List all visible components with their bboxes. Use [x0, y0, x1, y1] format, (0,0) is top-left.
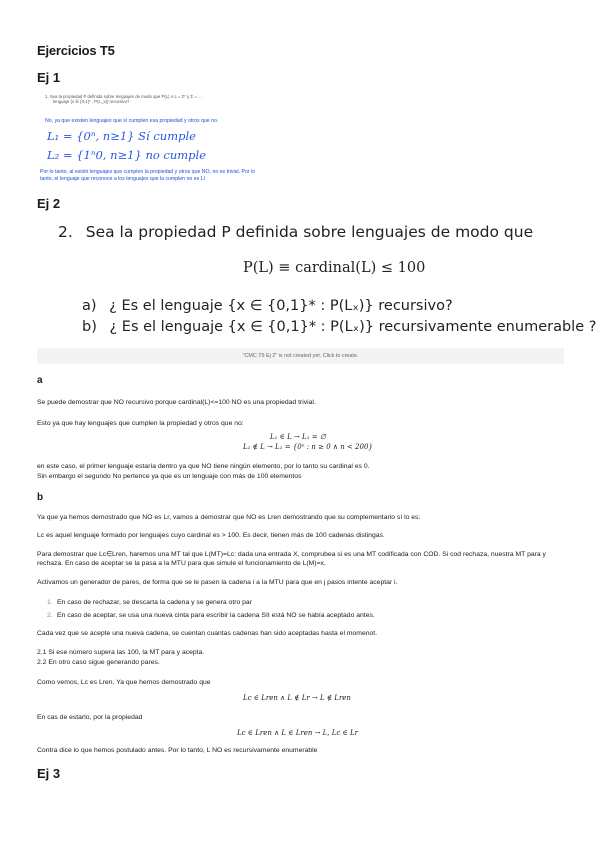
ej2-b-math1: Lc ∈ Lren ∧ L ∉ Lr → L ∉ Lren — [243, 694, 351, 702]
ej2-b-paragraph7: 2.2 En otro caso sigue generando pares. — [37, 659, 160, 666]
ej2-b-heading: b — [37, 492, 44, 503]
ej2-a-paragraph3: en este caso, el primer lenguaje estaría dentro ya que NO tiene ningún elemento, por lo tanto su cardinal es 0. — [37, 463, 370, 470]
ej2-question-a: a) ¿ Es el lenguaje {x ∈ {0,1}* : P(Lₓ)} recursivo? — [82, 298, 453, 314]
ej2-b-list-item2: 2. En caso de aceptar, se usa una nueva cinta para escribir la cadena SII está NO se había aceptado antes. — [47, 612, 375, 619]
ej2-a-paragraph1: Se puede demostrar que NO recursivo porque cardinal(L)<=100 NO es una propiedad trivial. — [37, 399, 316, 406]
ej1-handwritten-line1: L₁ = {0ⁿ, n≥1} Sí cumple — [47, 129, 196, 143]
ej2-b-math2: Lc ∈ Lren ∧ L ∈ Lren → L, Lc ∈ Lr — [237, 729, 358, 737]
ej2-b-paragraph4: Activamos un generador de pares, de forma que se le pasen la cadena i a la MTU para que en j pasos intente aceptar i. — [37, 579, 398, 586]
ej2-b-list-item1: 1. En caso de rechazar, se descarta la cadena y se genera otro par — [47, 599, 252, 606]
ej2-question-b: b) ¿ Es el lenguaje {x ∈ {0,1}* : P(Lₓ)} recursivamente enumerable ? — [82, 319, 597, 335]
embed-placeholder-link[interactable]: "CMC T5 Ej 2" is not created yet. Click to create. — [37, 348, 564, 364]
ej2-b-paragraph8: Como vemos, Lc es Lren. Ya que hemos demostrado que — [37, 679, 211, 686]
ej2-b-paragraph9: En cas de estarlo, por la propiedad — [37, 714, 143, 721]
ej2-b-paragraph1: Ya que ya hemos demostrado que NO es Lr, vamos a demostrar que NO es Lren demostrando que su complementario sí lo es: — [37, 514, 421, 521]
ej2-statement — [58, 223, 533, 241]
ej1-scanned-statement: 1. Sea la propiedad P definida sobre lenguajes de modo que P(L) ≡ L = Σ* y Σ = ... lenguaje {x ∈ {0,1}* : P(L_x)} recursivo? — [45, 94, 202, 104]
ej2-statement-text: Sea la propiedad P definida sobre lenguajes de modo que — [85, 223, 534, 241]
ej2-b-paragraph10: Contra dice lo que hemos postulado antes. Por lo tanto, L NO es recursivamente enumerable — [37, 747, 318, 754]
ej2-a-paragraph2: Esto ya que hay lenguajes que cumplen la propiedad y otros que no: — [37, 420, 244, 427]
ej2-a-math2: L₂ ∉ L → L₁ = {0ⁿ : n ≥ 0 ∧ n < 200} — [243, 443, 373, 451]
ej2-formula: P(L) ≡ cardinal(L) ≤ 100 — [243, 260, 426, 276]
ej1-conclusion: Por lo tanto, al existir lenguajes que cumplen la propiedad y otros que NO, no es trivial. Por lo tanto, el lenguaje que reconoce a los lenguajes que la cumplen no es LI — [40, 169, 256, 182]
page-title: Ejercicios T5 — [37, 43, 115, 58]
ej2-b-paragraph5: Cada vez que se acepte una nueva cadena, se cuentan cuantas cadenas han sido aceptadas hasta el momenot. — [37, 630, 378, 637]
ej2-b-paragraph3: Para demostrar que Lc∈Lren, haremos una MT tal que L(MT)=Lc: dada una entrada X, comprubea si es una MT codificada con COD. Si cod rechaza, nuestra MT para y rechaza. En caso de aceptar se la pasa a la MTU para que simule el funcionamiento de L(M)=x. — [37, 551, 546, 567]
ej2-b-paragraph6: 2.1 Si ese número supera las 100, la MT para y acepta. — [37, 649, 205, 656]
ej2-b-paragraph2: Lc es aquel lenguaje formado por lenguajes cuyo cardinal es > 100. Es decir, tienen más de 100 cadenas distingas. — [37, 532, 385, 539]
ej2-a-math1: L₁ ∈ L → L₁ = ∅ — [270, 433, 326, 441]
ej2-a-heading: a — [37, 375, 43, 386]
ej1-handwritten-line2: L₂ = {1ⁿ0, n≥1} no cumple — [47, 148, 207, 162]
ej3-heading: Ej 3 — [37, 766, 61, 781]
ej2-statement-number: 2. — [58, 223, 73, 241]
ej1-heading: Ej 1 — [37, 70, 61, 85]
ej2-heading: Ej 2 — [37, 196, 61, 211]
ej1-note: No, ya que existen lenguajes que sí cumplen esa propiedad y otros que no. — [45, 118, 219, 124]
ej2-a-paragraph4: Sin embargo el segundo No pertence ya que es un lenguaje con más de 100 elementos — [37, 473, 302, 480]
